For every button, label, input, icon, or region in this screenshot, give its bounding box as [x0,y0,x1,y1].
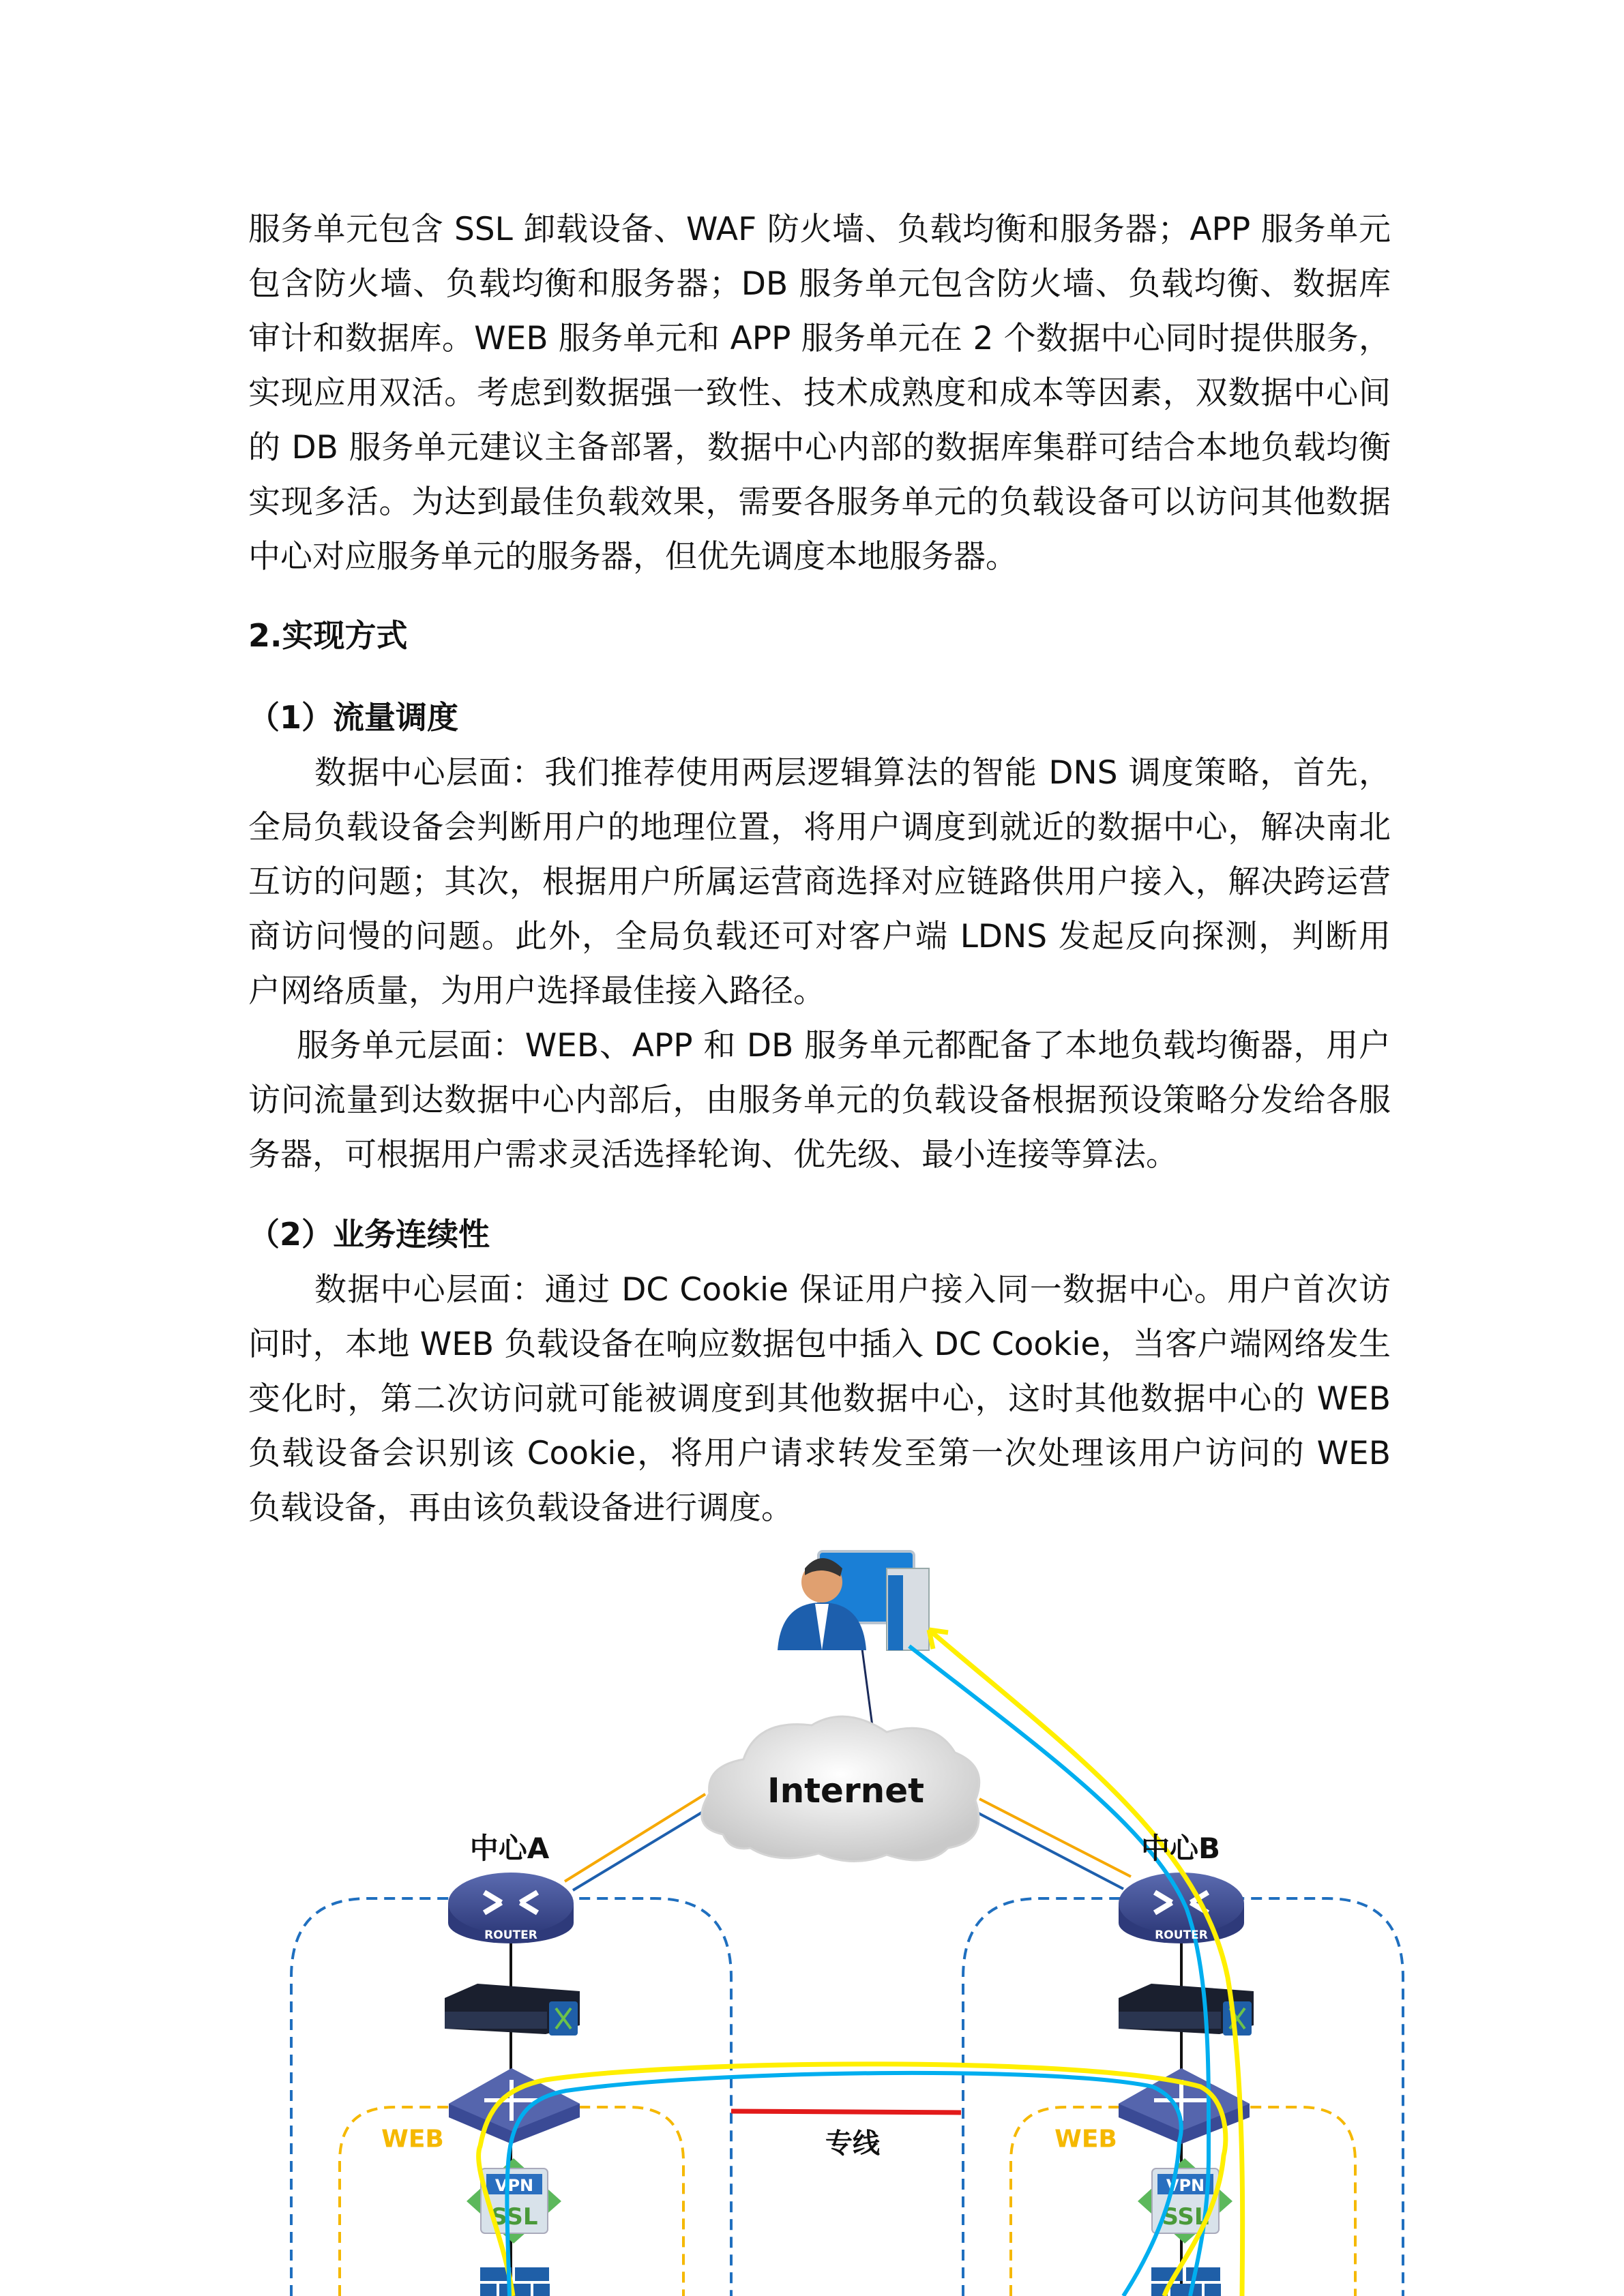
internet-router-b-link-blue [972,1810,1123,1889]
text-line: 负载设备，再由该负载设备进行调度。 [248,1489,793,1527]
text-line: 包含防火墙、负载均衡和服务器；DB 服务单元包含防火墙、负载均衡、数据库 [248,265,1391,303]
text-line: 务器，可根据用户需求灵活选择轮询、优先级、最小连接等算法。 [248,1136,1178,1174]
user-internet-link [861,1639,872,1726]
text-line: 互访的问题；其次，根据用户所属运营商选择对应链路供用户接入，解决跨运营 [248,863,1391,901]
text-line: 的 DB 服务单元建议主备部署，数据中心内部的数据库集群可结合本地负载均衡 [248,429,1391,466]
vpn-a-text: VPN [494,2176,534,2195]
center-a-label: 中心A [469,1832,550,1865]
ssl-a-text: SSL [490,2203,538,2231]
vpn-b-text: VPN [1166,2176,1205,2195]
router-a-label: ROUTER [484,1928,537,1942]
internet-label: Internet [767,1771,925,1810]
text-line: 负载设备会识别该 Cookie，将用户请求转发至第一次处理该用户访问的 WEB [248,1435,1391,1472]
paragraph-2 [248,746,1391,1019]
web-a-label: WEB [381,2125,444,2153]
firewall-a-icon [480,2267,550,2296]
router-b-label: ROUTER [1155,1928,1208,1942]
text-line: 访问流量到达数据中心内部后，由服务单元的负载设备根据预设策略分发给各服 [248,1082,1391,1119]
text-line: 审计和数据库。WEB 服务单元和 APP 服务单元在 2 个数据中心同时提供服务， [248,320,1391,357]
user-computer-icon [778,1551,929,1650]
text-line: 数据中心层面：我们推荐使用两层逻辑算法的智能 DNS 调度策略，首先， [314,754,1391,792]
internet-router-a-link-orange [565,1794,705,1881]
text-line: 实现应用双活。考虑到数据强一致性、技术成熟度和成本等因素，双数据中心间 [248,374,1391,412]
text-line: 商访问慢的问题。此外，全局负载还可对客户端 LDNS 发起反向探测，判断用 [248,918,1391,955]
subheading-business-continuity: （2）业务连续性 [248,1216,490,1253]
section-heading: 2.实现方式 [248,617,408,654]
paragraph-4 [248,1263,1391,1536]
text-line: 数据中心层面：通过 DC Cookie 保证用户接入同一数据中心。用户首次访 [314,1271,1391,1309]
firewall-b-icon [1151,2267,1221,2296]
text-line: 问时，本地 WEB 负载设备在响应数据包中插入 DC Cookie，当客户端网络发生 [248,1326,1391,1363]
internet-router-a-link-blue [573,1807,711,1890]
text-line: 全局负载设备会判断用户的地理位置，将用户调度到就近的数据中心，解决南北 [248,809,1391,846]
paragraph-3 [248,1019,1391,1182]
text-line: 中心对应服务单元的服务器，但优先调度本地服务器。 [248,538,1018,576]
leased-line [731,2111,961,2113]
text-line: 实现多活。为达到最佳负载效果，需要各服务单元的负载设备可以访问其他数据 [248,483,1391,521]
switch-b-icon [1119,2068,1250,2144]
web-b-label: WEB [1054,2125,1117,2153]
subheading-traffic-scheduling: （1）流量调度 [248,699,459,736]
ssl-vpn-b-icon [1138,2158,1232,2243]
text-line: 变化时，第二次访问就可能被调度到其他数据中心，这时其他数据中心的 WEB [248,1380,1391,1418]
ssl-b-text: SSL [1162,2203,1209,2231]
leased-line-label: 专线 [825,2128,880,2160]
text-line: 服务单元层面：WEB、APP 和 DB 服务单元都配备了本地负载均衡器，用户 [297,1027,1391,1064]
text-line: 户网络质量，为用户选择最佳接入路径。 [248,972,825,1010]
traffic-path-yellow-loop [479,2064,1226,2296]
internet-router-b-link-orange [979,1799,1131,1877]
load-balancer-a-icon [445,1984,580,2036]
center-b-label: 中心B [1140,1832,1221,1865]
paragraph-1 [248,203,1391,584]
text-line: 服务单元包含 SSL 卸载设备、WAF 防火墙、负载均衡和服务器；APP 服务单元 [248,211,1391,248]
